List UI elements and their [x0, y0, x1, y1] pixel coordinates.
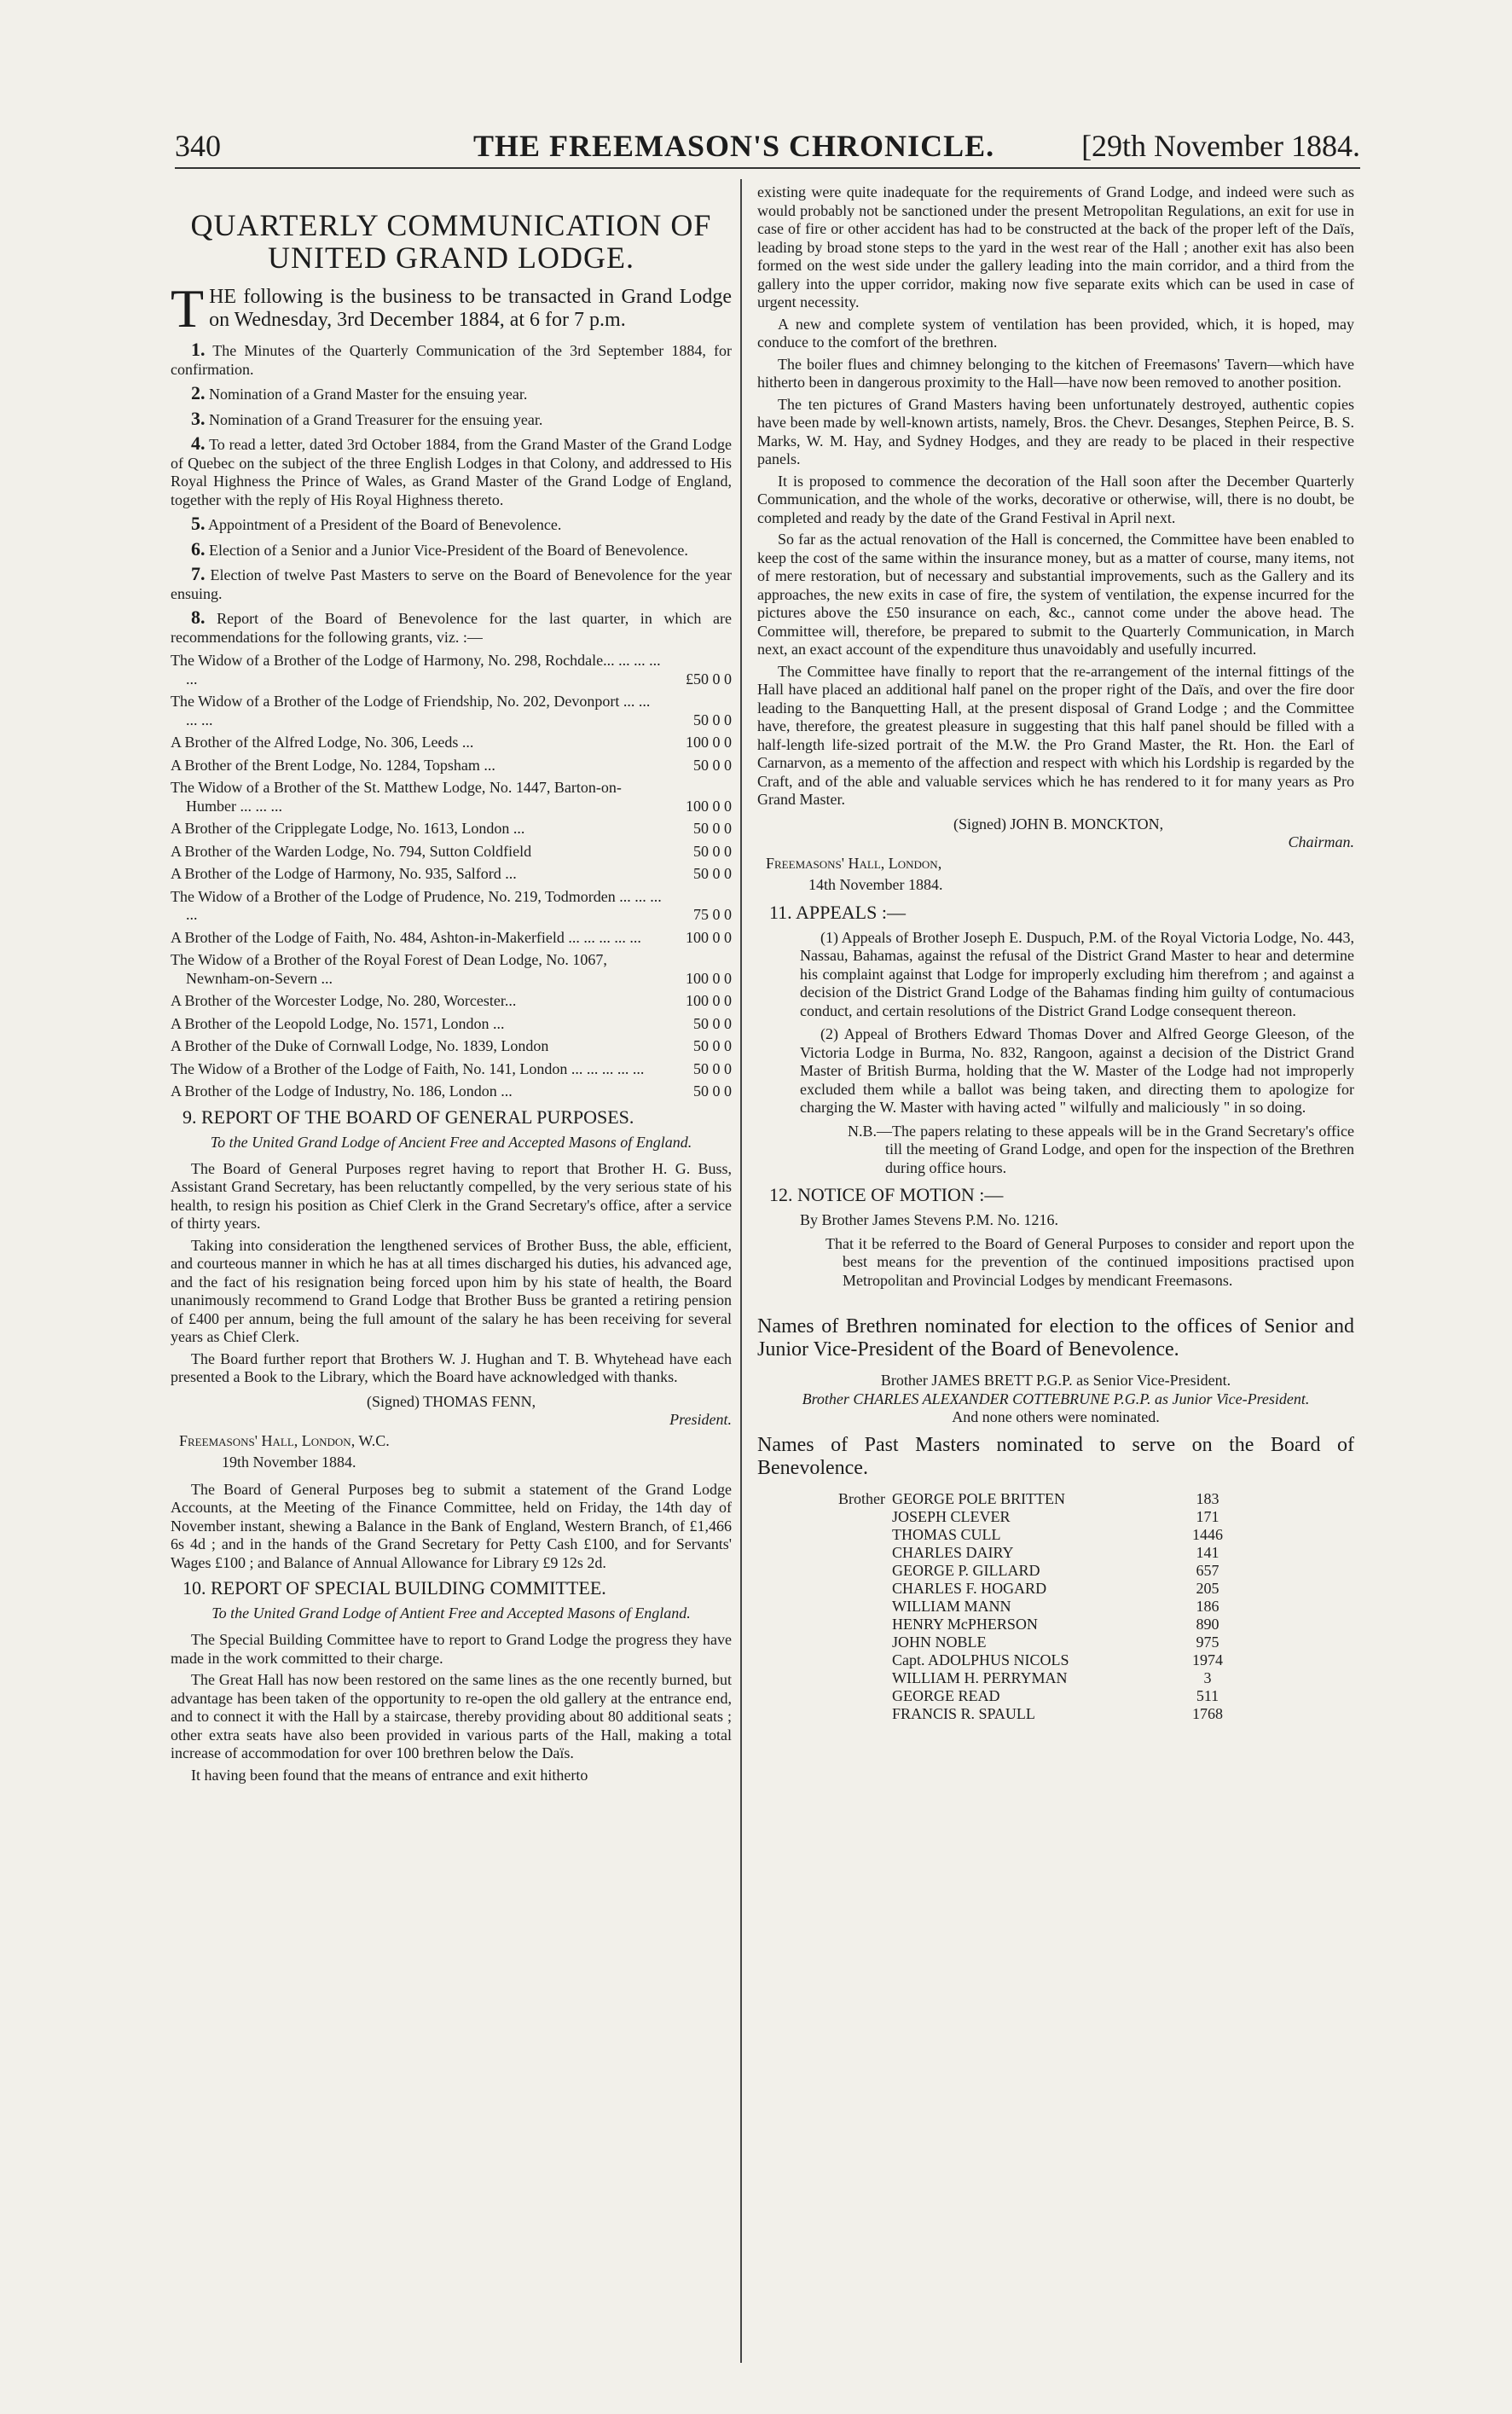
nominee-line: Brother CHARLES ALEXANDER COTTEBRUNE P.G.P. as Junior Vice-President. [802, 1390, 1310, 1407]
paragraph: Taking into consideration the lengthened services of Brother Buss, the able, efficient, and courteous manner in which he has at all times discharged his duties, his advanced age, and the fact of his resignation being forced upon him by his state of health, the Board unanimously recommend to Grand Lodge that Brother Buss be granted a retiring pension of £400 per annum, being the full amount of the salary he has been receiving for several years as Chief Clerk. [171, 1236, 732, 1345]
none-other-note: And none others were nominated. [952, 1408, 1160, 1425]
agenda-item: 6. Election of a Senior and a Junior Vice-President of the Board of Benevolence. [191, 537, 688, 560]
agenda-item: 8. Report of the Board of Benevolence for the last quarter, in which are recommendations for the following grants, viz. :— [171, 606, 732, 646]
grant-row: A Brother of the Alfred Lodge, No. 306, Leeds ... 100 0 0 [171, 734, 732, 751]
motion-text: That it be referred to the Board of General Purposes to consider and report upon the best means for the prevention of the continued impositions practised upon Metropolitan and Provincial Lodges by mendicant Freemasons. [826, 1234, 1354, 1289]
nota-bene: N.B.—The papers relating to these appeals will be in the Grand Secretary's office till the meeting of Grand Lodge, and open for the inspection of the Brethren during office hours. [848, 1122, 1354, 1176]
paragraph: The Board of General Purposes beg to submit a statement of the Grand Lodge Accounts, at the Meeting of the Finance Committee, held on Friday, the 14th day of November instant, shewing a Balance in the Bank of England, Western Branch, of £1,466 6s 4d ; and in the hands of the Grand Secretary for Petty Cash £100, and for Servants' Wages £100 ; and Balance of Annual Allowance for Library £9 12s 2d. [171, 1480, 732, 1571]
grant-row: The Widow of a Brother of the Lodge of Prudence, No. 219, Todmorden ... ... ... ... 75 0 0 [171, 887, 732, 923]
table-row: WILLIAM MANN 186 [891, 1597, 1219, 1615]
signature-title: Chairman. [1288, 833, 1354, 850]
agenda-item: 7. Election of twelve Past Masters to serve on the Board of Benevolence for the year ensuing. [171, 563, 732, 602]
section-9-title: 9. REPORT OF THE BOARD OF GENERAL PURPOSES. [182, 1105, 634, 1128]
paragraph: The ten pictures of Grand Masters having been unfortunately destroyed, authentic copies have been made by well-known artists, namely, Bros. the Chevr. Desanges, Stephen Peirce, B. S. Marks, W. M. Hay, and Sydney Hodges, and they are ready to be placed in their respective panels. [757, 395, 1354, 467]
signature-line: (Signed) JOHN B. MONCKTON, [953, 815, 1164, 833]
date-line: 19th November 1884. [222, 1454, 356, 1471]
grant-row: A Brother of the Cripplegate Lodge, No. 1613, London ... 50 0 0 [171, 820, 732, 837]
table-row: JOSEPH CLEVER 171 [891, 1507, 1219, 1525]
table-row: CHARLES DAIRY 141 [891, 1543, 1219, 1561]
table-row: CHARLES F. HOGARD 205 [891, 1579, 1219, 1597]
paragraph: The Board of General Purposes regret having to report that Brother H. G. Buss, Assistant Grand Secretary, has been reluctantly compelled, by the very serious state of his health, to resign his position as Chief Clerk in the Grand Secretary's office, after a service of thirty years. [171, 1159, 732, 1232]
grant-row: A Brother of the Warden Lodge, No. 794, Sutton Coldfield 50 0 0 [171, 842, 732, 860]
signature-line: (Signed) THOMAS FENN, [367, 1392, 536, 1410]
paragraph: The Special Building Committee have to report to Grand Lodge the progress they have made in the work committed to their charge. [171, 1631, 732, 1667]
appeal-item: (1) Appeals of Brother Joseph E. Duspuch, P.M. of the Royal Victoria Lodge, No. 443, Nassau, Bahamas, against the refusal of the District Grand Master to hear and determine his complaint against that Lodge for improperly excluding him therefrom ; and against a decision of the District Grand Lodge of the Bahamas finding him guilty of contumacious conduct, and certain resolutions of the District Grand Lodge consequent thereon. [800, 928, 1354, 1019]
paragraph: The Committee have finally to report that the re-arrangement of the internal fittings of the Hall have placed an additional half panel on the proper right of the Daïs, and over the fire door leading to the Banquetting Hall, at the present disposal of Grand Lodge ; and the Committee have, therefore, the greatest pleasure in suggesting that this half panel should be filled with a half-length life-sized portrait of the M.W. the Pro Grand Master, the Rt. Hon. the Earl of Carnarvon, as a memento of the affection and respect with which his Lordship is regarded by the Craft, and of the able and valuable services which he has rendered to it for many years as Pro Grand Master. [757, 662, 1354, 808]
agenda-items [171, 340, 732, 647]
agenda-item: 4. To read a letter, dated 3rd October 1884, from the Grand Master of the Grand Lodge of Quebec on the subject of the three English Lodges in that Colony, and addressed to His Royal Highness the Prince of Wales, as Grand Master of the Grand Lodge of England, together with the reply of His Royal Highness thereto. [171, 432, 732, 508]
paragraph: A new and complete system of ventilation has been provided, which, it is hoped, may conduce to the comfort of the brethren. [757, 315, 1354, 351]
section-9-subtitle: To the United Grand Lodge of Ancient Free and Accepted Masons of England. [210, 1133, 692, 1151]
motion-author: By Brother James Stevens P.M. No. 1216. [800, 1211, 1058, 1228]
grant-row: A Brother of the Lodge of Industry, No. 186, London ... 50 0 0 [171, 1082, 732, 1100]
grant-row: The Widow of a Brother of the Lodge of Faith, No. 141, London ... ... ... ... ... 50 0 0 [171, 1059, 732, 1077]
grant-row: The Widow of a Brother of the Lodge of Friendship, No. 202, Devonport ... ... ... ... 50 0 0 [171, 693, 732, 728]
paragraph: The Great Hall has now been restored on the same lines as the one recently burned, but advantage has been taken of the opportunity to re-open the old gallery at the entrance end, and to connect it with the Hall by a staircase, thereby providing about 80 additional seats ; other extra seats have also been provided in various parts of the Hall, making a total increase of accommodation for over 100 brethren below the Daïs. [171, 1671, 732, 1761]
table-row: WILLIAM H. PERRYMAN 3 [891, 1668, 1212, 1686]
table-row: FRANCIS R. SPAULL 1768 [891, 1704, 1223, 1722]
grant-row: A Brother of the Brent Lodge, No. 1284, Topsham ... 50 0 0 [171, 756, 732, 774]
agenda-item: 1. The Minutes of the Quarterly Communication of the 3rd September 1884, for confirmation. [171, 339, 732, 378]
table-row: GEORGE READ 511 [891, 1686, 1219, 1704]
agenda-item: 3. Nomination of a Grand Treasurer for the ensuing year. [191, 407, 543, 429]
agenda-item: 2. Nomination of a Grand Master for the ensuing year. [191, 382, 528, 403]
issue-date: [29th November 1884. [1081, 129, 1360, 163]
intro-paragraph: THE following is the business to be transacted in Grand Lodge on Wednesday, 3rd December 1884, at 6 for 7 p.m. [171, 278, 732, 339]
paragraph: The boiler flues and chimney belonging to the kitchen of Freemasons' Tavern—which have hitherto been in dangerous proximity to the Hall—have now been removed to another position. [757, 355, 1354, 391]
section-11-title: 11. APPEALS :— [769, 901, 906, 923]
appeal-item: (2) Appeal of Brothers Edward Thomas Dover and Alfred George Gleeson, of the Victoria Lodge in Burma, No. 832, Rangoon, against a decision of the District Grand Master of British Burma, holding that the W. Master of the Lodge had not improperly excluded them while a ballot was being taken, and directing them to apologize for charging the W. Master with having acted " wilfully and maliciously " in so doing. [800, 1025, 1354, 1116]
grant-row: The Widow of a Brother of the Lodge of Harmony, No. 298, Rochdale... ... ... ... ... £50 0 0 [171, 652, 732, 688]
date-line: 14th November 1884. [808, 876, 943, 893]
drop-cap: T [171, 278, 205, 339]
past-masters-heading: Names of Past Masters nominated to serve on the Board of Benevolence. [757, 1433, 1354, 1479]
table-row: Capt. ADOLPHUS NICOLS 1974 [891, 1651, 1223, 1668]
left-column [171, 209, 732, 1788]
paragraph: It is proposed to commence the decoration of the Hall soon after the December Quarterly Communication, and the whole of the works, decorative or otherwise, will, there is no doubt, be completed and ready by the date of the Grand Festival in April next. [757, 472, 1354, 526]
paragraph: It having been found that the means of entrance and exit hitherto [191, 1766, 588, 1784]
grant-row: The Widow of a Brother of the St. Matthew Lodge, No. 1447, Barton-on-Humber ... ... ... 100 0 0 [171, 779, 732, 815]
nominee-line: Brother JAMES BRETT P.G.P. as Senior Vice-President. [880, 1372, 1231, 1389]
table-row: HENRY McPHERSON 890 [891, 1615, 1219, 1633]
place-line: Freemasons' Hall, London, [766, 854, 942, 872]
agenda-item: 5. Appointment of a President of the Board of Benevolence. [191, 513, 562, 534]
paragraph: So far as the actual renovation of the Hall is concerned, the Committee have been enabled to keep the cost of the same within the insurance money, but as a matter of course, many items, not of mere restoration, but of necessary and substantial improvements, such as the Gallery and its approaches, the new exits in case of fire, the system of ventilation, the expense incurred for the pictures above the £50 insurance on each, &c., cannot come under the above head. The Committee will, therefore, be prepared to submit to the Quarterly Communication, in March next, an exact account of the expenditure thus unavoidably and usefully incurred. [757, 531, 1354, 658]
section-10-title: 10. REPORT OF SPECIAL BUILDING COMMITTEE. [182, 1577, 606, 1599]
section-12-title: 12. NOTICE OF MOTION :— [769, 1184, 1004, 1205]
header-rule [175, 167, 1360, 169]
article-heading: QUARTERLY COMMUNICATION OF UNITED GRAND LODGE. [190, 208, 712, 275]
page-header [175, 128, 1360, 169]
grant-row: A Brother of the Lodge of Harmony, No. 935, Salford ... 50 0 0 [171, 865, 732, 882]
grant-row: A Brother of the Duke of Cornwall Lodge, No. 1839, London 50 0 0 [171, 1037, 732, 1054]
grant-row: A Brother of the Leopold Lodge, No. 1571, London ... 50 0 0 [171, 1014, 732, 1032]
vice-president-heading: Names of Brethren nominated for election to the offices of Senior and Junior Vice-President of the Board of Benevolence. [757, 1315, 1354, 1361]
page-number: 340 [175, 129, 221, 163]
column-divider [740, 179, 742, 2363]
place-line: Freemasons' Hall, London, W.C. [179, 1431, 390, 1449]
table-row: JOHN NOBLE 975 [891, 1633, 1219, 1651]
grants-list [171, 652, 732, 1101]
paragraph: existing were quite inadequate for the requirements of Grand Lodge, and indeed were such as would probably not be sanctioned under the present Metropolitan Regulations, an exit for use in case of fire or other accident has had to be constructed at the back of the proper left of the Daïs, leading by broad stone steps to the yard in the west rear of the Hall ; another exit has also been formed on the west side under the gallery leading into the main corridor, and a third from the gallery into the upper corridor, making now five separate exits which can be used in case of urgent necessity. [757, 183, 1354, 310]
right-column [757, 183, 1354, 1723]
past-masters-table [838, 1490, 1233, 1723]
grant-row: A Brother of the Worcester Lodge, No. 280, Worcester... 100 0 0 [171, 992, 732, 1009]
grant-row: The Widow of a Brother of the Royal Forest of Dean Lodge, No. 1067, Newnham-on-Severn ... 100 0 0 [171, 951, 732, 987]
masthead-title: THE FREEMASON'S CHRONICLE. [473, 129, 995, 163]
table-row: Brother GEORGE POLE BRITTEN 183 [838, 1489, 1219, 1507]
table-row: THOMAS CULL 1446 [891, 1525, 1223, 1543]
section-10-subtitle: To the United Grand Lodge of Antient Free and Accepted Masons of England. [211, 1604, 691, 1622]
paragraph: The Board further report that Brothers W. J. Hughan and T. B. Whytehead have each presented a Book to the Library, which the Board have acknowledged with thanks. [171, 1349, 732, 1385]
table-row: GEORGE P. GILLARD 657 [891, 1561, 1219, 1579]
signature-title: President. [669, 1410, 732, 1428]
grant-row: A Brother of the Lodge of Faith, No. 484, Ashton-in-Makerfield ... ... ... ... ... 100 0 0 [171, 928, 732, 946]
